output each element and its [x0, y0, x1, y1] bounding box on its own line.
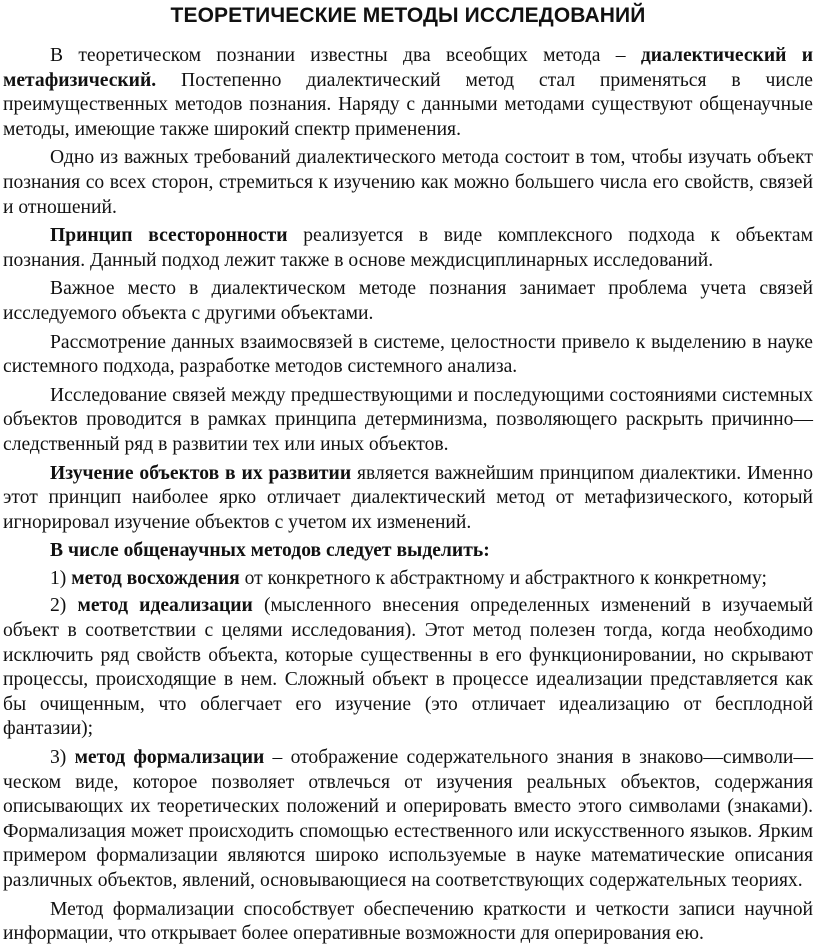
list-item-ascent: [3, 567, 813, 592]
paragraph-intro-bold: диалектический и метафизический.: [3, 45, 813, 91]
page-title: ТЕОРЕТИЧЕСКИЕ МЕТОДЫ ИССЛЕДОВАНИЙ: [170, 4, 646, 27]
list-item-text: – отображение содержательного знания в знаково—символи—ческом виде, которое позволяет отвлечься от изучения реальных объектов, содержания описывающих их теоретических положений и оперировать вместо этого символами (знаками). Формализация может происходить спомощью естественного или искусственного языков. Ярким примером формализации являются широко используемые в науке математические описания различных объектов, явлений, основывающиеся на соответствующих содержательных теориях.: [3, 747, 813, 891]
paragraph-development-text: является важнейшим принципом диалектики. Именно этот принцип наиболее ярко отличает диалектический метод от метафизического, который игнорировал изучение объектов с учетом их изменений.: [3, 462, 813, 533]
paragraph-system-approach: Рассмотрение данных взаимосвязей в системе, целостности привело к выделению в науке системного подхода, разработке методов системного анализа.: [3, 331, 813, 378]
list-item-number: 1): [50, 567, 72, 589]
paragraph-intro-text: В теоретическом познании известны два всеобщих метода –: [50, 45, 641, 66]
paragraph-intro-rest: Постепенно диалектический метод стал применяться в числе преимущественных методов познания. Наряду с данными методами существуют общенаучные методы, имеющие также широкий спектр применения.: [3, 69, 813, 140]
paragraph-dialectic-requirement: Одно из важных требований диалектического метода состоит в том, чтобы изучать объект познания со всех сторон, стремиться к изучению как можно большего числа его свойств, связей и отношений.: [3, 147, 813, 218]
paragraph-development: [3, 462, 813, 536]
paragraph-connections: Важное место в диалектическом методе познания занимает проблема учета связей исследуемого объекта с другими объектами.: [3, 278, 813, 324]
list-item-idealization: [3, 594, 813, 742]
paragraph-development-bold: Изучение объектов в их развитии: [50, 462, 352, 484]
list-item-formalization: [3, 746, 813, 894]
paragraph-comprehensiveness-text: реализуется в виде комплексного подхода к объектам познания. Данный подход лежит также в основе междисциплинарных исследований.: [3, 225, 814, 271]
paragraph-formalization-benefits: Метод формализации способствует обеспечению краткости и четкости записи научной информации, что открывает более оперативные возможности для оперирования ею.: [3, 898, 813, 945]
paragraph-determinism: Исследование связей между предшествующими и последующими состояниями системных объектов проводится в рамках принципа детерминизма, позволяющего раскрыть причинно—следственный ряд в развитии тех или иных объектов.: [3, 384, 813, 455]
paragraph-comprehensiveness: [3, 224, 813, 273]
general-methods-heading: В числе общенаучных методов следует выделить:: [50, 540, 490, 562]
paragraph-intro: [3, 44, 813, 142]
list-item-number: 3): [50, 747, 75, 769]
list-item-bold: метод формализации: [74, 747, 265, 769]
list-item-bold: метод идеализации: [77, 595, 253, 617]
paragraph-general-methods-heading: [3, 539, 813, 564]
paragraph-comprehensiveness-bold: Принцип всесторонности: [50, 225, 288, 247]
list-item-text: (мысленного внесения определенных изменений в изучаемый объект в соответствии с целями исследования). Этот метод полезен тогда, когда необходимо исключить ряд свойств объекта, которые существенны в его функционировании, но скрывают процессы, происходящие в нем. Сложный объект в процессе идеализации представляется как бы очищенным, что облегчает его изучение (это отличает идеализацию от бесплодной фантазии);: [3, 595, 813, 740]
list-item-bold: метод восхождения: [71, 567, 240, 589]
list-item-number: 2): [50, 595, 78, 617]
list-item-text: от конкретного к абстрактному и абстрактного к конкретному;: [239, 567, 767, 589]
